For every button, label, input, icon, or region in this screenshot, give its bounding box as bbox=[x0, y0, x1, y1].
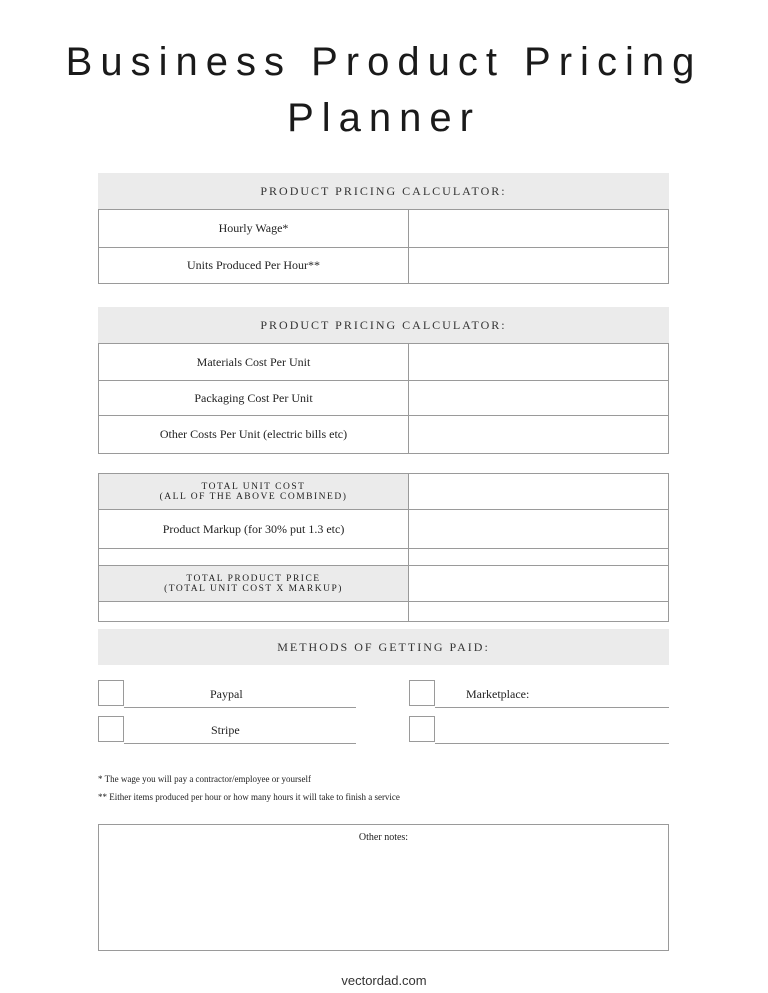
footnote-wage: * The wage you will pay a contractor/employee or yourself bbox=[98, 774, 312, 784]
divider bbox=[124, 743, 356, 744]
other-payment-checkbox[interactable] bbox=[409, 716, 435, 742]
table-row bbox=[99, 248, 668, 284]
payment-option-stripe[interactable] bbox=[98, 716, 356, 744]
payment-option-paypal[interactable] bbox=[98, 680, 356, 708]
labor-table bbox=[98, 209, 669, 284]
materials-cost-label: Materials Cost Per Unit bbox=[99, 344, 409, 380]
total-product-price-subtitle: (TOTAL UNIT COST X MARKUP) bbox=[164, 583, 343, 594]
hourly-wage-input[interactable] bbox=[409, 210, 668, 247]
total-unit-cost-input[interactable] bbox=[409, 474, 668, 509]
section-header-costs: PRODUCT PRICING CALCULATOR: bbox=[98, 307, 669, 343]
packaging-cost-label: Packaging Cost Per Unit bbox=[99, 381, 409, 415]
table-row bbox=[99, 381, 668, 416]
divider bbox=[435, 743, 669, 744]
stripe-checkbox[interactable] bbox=[98, 716, 124, 742]
total-product-price-input[interactable] bbox=[409, 566, 668, 601]
total-unit-cost-subtitle: (ALL OF THE ABOVE COMBINED) bbox=[159, 491, 348, 502]
total-product-price-label bbox=[99, 566, 409, 601]
total-product-price-title: TOTAL PRODUCT PRICE bbox=[186, 573, 321, 584]
table-row bbox=[99, 209, 668, 248]
footnote-units: ** Either items produced per hour or how many hours it will take to finish a service bbox=[98, 792, 400, 802]
spacer-cell bbox=[99, 549, 409, 565]
product-markup-label: Product Markup (for 30% put 1.3 etc) bbox=[99, 510, 409, 548]
total-unit-cost-title: TOTAL UNIT COST bbox=[201, 481, 306, 492]
payment-option-other[interactable] bbox=[409, 716, 669, 744]
marketplace-label: Marketplace: bbox=[466, 687, 530, 701]
spacer-value bbox=[409, 549, 668, 565]
table-row bbox=[99, 510, 668, 549]
payment-option-marketplace[interactable] bbox=[409, 680, 669, 708]
product-markup-input[interactable] bbox=[409, 510, 668, 548]
footer-site: vectordad.com bbox=[341, 973, 427, 988]
units-per-hour-label: Units Produced Per Hour** bbox=[99, 248, 409, 283]
table-row bbox=[99, 549, 668, 566]
costs-table bbox=[98, 343, 669, 454]
page-title bbox=[0, 34, 768, 146]
units-per-hour-input[interactable] bbox=[409, 248, 668, 283]
totals-table bbox=[98, 473, 669, 622]
hourly-wage-label: Hourly Wage* bbox=[99, 210, 409, 247]
paypal-checkbox[interactable] bbox=[98, 680, 124, 706]
divider bbox=[124, 707, 356, 708]
section-header-labor: PRODUCT PRICING CALCULATOR: bbox=[98, 173, 669, 209]
other-costs-label: Other Costs Per Unit (electric bills etc) bbox=[99, 416, 409, 453]
title-line-1: Business Product Pricing bbox=[65, 40, 703, 84]
table-row bbox=[99, 566, 668, 602]
divider bbox=[435, 707, 669, 708]
paypal-label: Paypal bbox=[210, 687, 243, 701]
section-header-payment: METHODS OF GETTING PAID: bbox=[98, 629, 669, 665]
table-row bbox=[99, 602, 668, 622]
materials-cost-input[interactable] bbox=[409, 344, 668, 380]
spacer-value bbox=[409, 602, 668, 621]
notes-box[interactable] bbox=[98, 824, 669, 951]
table-row bbox=[99, 416, 668, 454]
other-costs-input[interactable] bbox=[409, 416, 668, 453]
total-unit-cost-label bbox=[99, 474, 409, 509]
table-row bbox=[99, 474, 668, 510]
table-row bbox=[99, 343, 668, 381]
packaging-cost-input[interactable] bbox=[409, 381, 668, 415]
title-line-2: Planner bbox=[287, 96, 481, 140]
stripe-label: Stripe bbox=[211, 723, 240, 737]
notes-label: Other notes: bbox=[358, 832, 409, 843]
marketplace-checkbox[interactable] bbox=[409, 680, 435, 706]
spacer-cell bbox=[99, 602, 409, 621]
